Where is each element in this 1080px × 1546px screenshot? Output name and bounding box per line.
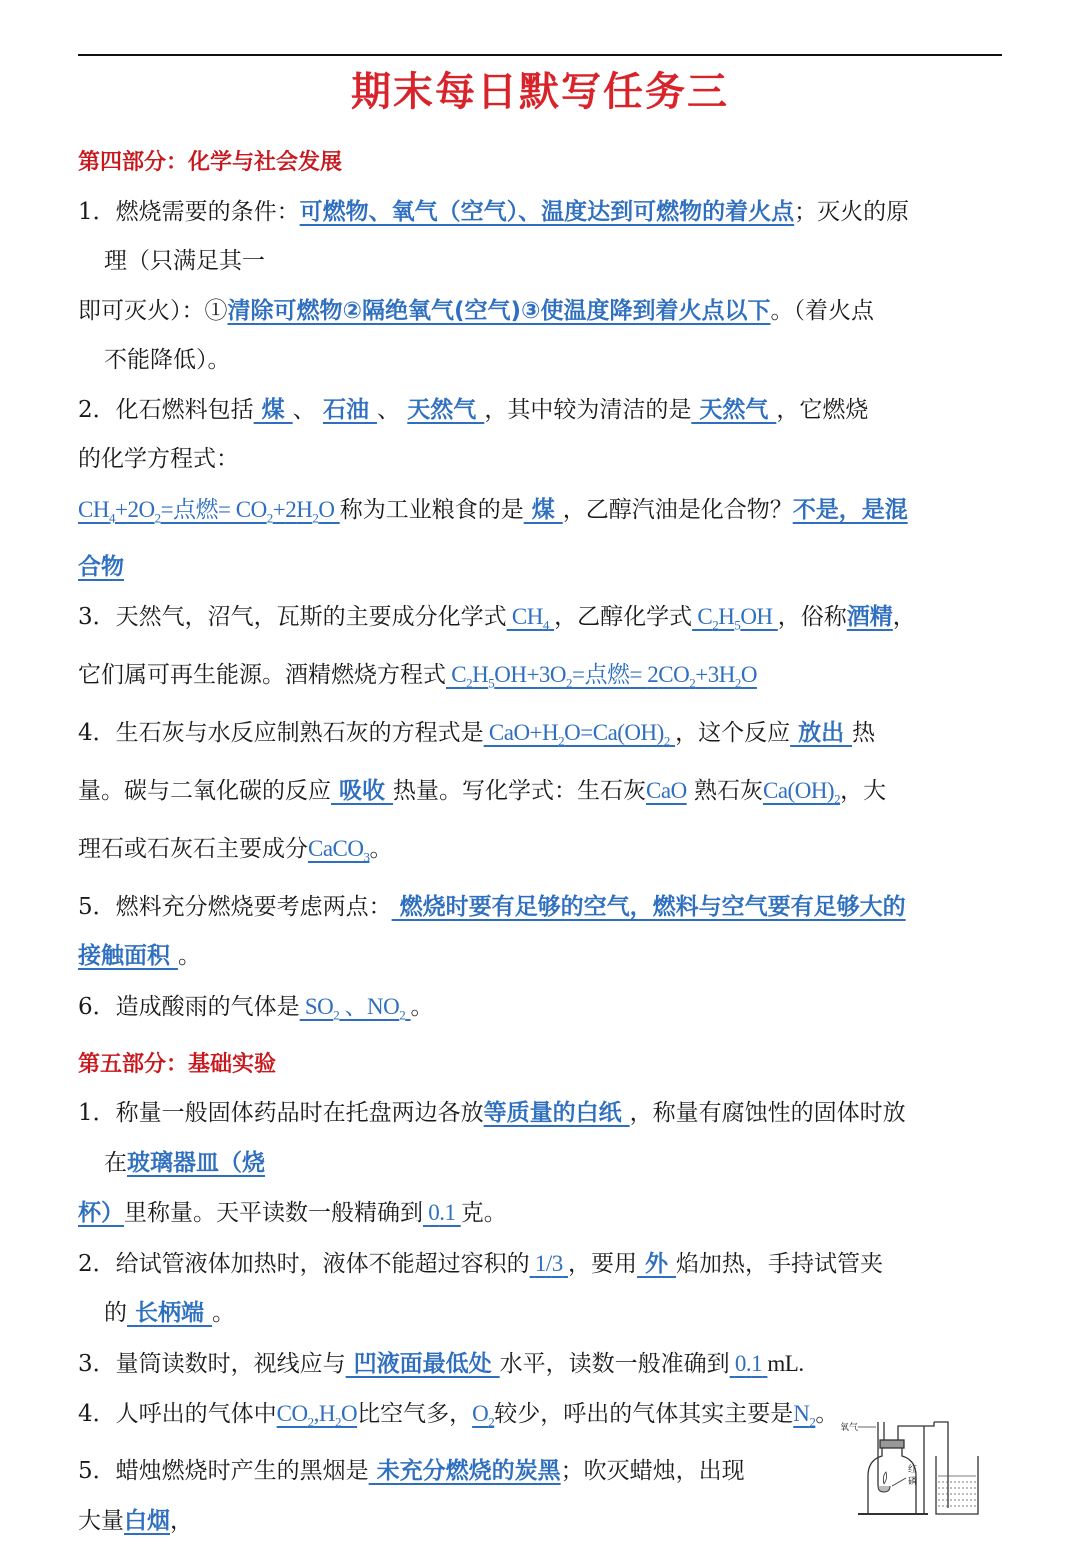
e4-text: 。 — [815, 1401, 839, 1428]
q2-text: 的化学方程式： — [78, 446, 239, 472]
e4-answer: $N_2$ — [793, 1401, 816, 1430]
q3-equation: $C_2H_5OH+3O_2=$点燃= $2CO_2+3H_2O$ — [446, 662, 757, 691]
q3-line1 — [78, 592, 1004, 650]
q1-text: 理（只满足其一 — [104, 248, 265, 274]
e4-text: 较少，呼出的气体其实主要是 — [494, 1401, 794, 1428]
e1-text: 里称量。天平读数一般精确到 — [124, 1200, 423, 1227]
q4-text: 量。碳与二氧化碳的反应 — [78, 778, 331, 805]
q1-text: 1．燃烧需要的条件： — [78, 198, 300, 225]
e2-text: 。 — [212, 1300, 236, 1327]
q1-line3 — [78, 287, 1004, 337]
q3-text: ，俗称 — [777, 604, 847, 631]
q4-line1 — [78, 708, 1004, 766]
e4-answer: $CO_2,H_2O$ — [276, 1401, 358, 1430]
q2-answer: 不是，是混 — [792, 496, 908, 523]
q2-text: 称为工业粮食的是 — [339, 496, 524, 523]
q1-answer: 清除可燃物②隔绝氧气(空气)③使温度降到着火点以下 — [227, 297, 771, 324]
section-heading-4: 第四部分：化学与社会发展 — [78, 150, 343, 175]
q1-answer: 可燃物、氧气（空气）、温度达到可燃物的着火点 — [299, 198, 795, 225]
q4-text: 热 — [852, 720, 876, 747]
e2-text: ，要用 — [568, 1250, 638, 1277]
e3-answer: 凹液面最低处 — [345, 1350, 500, 1377]
e1-text: ，称量有腐蚀性的固体时放 — [629, 1100, 906, 1127]
e1-line2 — [78, 1139, 1004, 1189]
q3-text: 它们属可再生能源。酒精燃烧方程式 — [78, 662, 446, 689]
q4-answer: CaCO$_3$ — [308, 836, 370, 866]
q1-text: 不能降低）。 — [104, 347, 231, 373]
e1-text: 克。 — [460, 1200, 507, 1227]
q2-answer: 煤 — [523, 496, 563, 523]
q5-line1 — [78, 883, 1004, 933]
q2-text: 2．化石燃料包括 — [78, 396, 254, 423]
e1-answer: 0.1 — [428, 1200, 456, 1226]
q3-answer: $CH_4$ — [506, 604, 549, 633]
e1-answer: 杯） — [78, 1200, 124, 1227]
q2-line3 — [78, 485, 1004, 543]
q5-text: 5．燃料充分燃烧要考虑两点： — [78, 893, 392, 920]
q2-answer: 合物 — [78, 553, 124, 580]
diagram-label-oxygen: 氧气 — [840, 1423, 859, 1433]
q4-text: 理石或石灰石主要成分 — [78, 836, 308, 863]
q2-answer: 煤 — [253, 396, 293, 423]
q1-text: 。（着火点 — [770, 297, 874, 324]
e3-text: 3．量筒读数时，视线应与 — [78, 1350, 346, 1377]
e1-text: 在 — [104, 1149, 127, 1176]
q3-text: ，乙醇化学式 — [554, 604, 693, 631]
top-rule — [78, 54, 1002, 56]
q4-answer: $Ca(OH)_2$ — [763, 778, 841, 807]
separator: 、 — [376, 396, 400, 423]
e5-text: 大量 — [78, 1507, 124, 1534]
e2-answer: 长柄端 — [127, 1300, 213, 1327]
e3-text: 水平，读数一般准确到 — [499, 1350, 730, 1377]
q4-line3 — [78, 824, 1004, 882]
q3-text: ， — [892, 604, 916, 631]
e5-answer: 未充分燃烧的炭黑 — [368, 1458, 561, 1485]
q4-text: ，大 — [840, 778, 887, 805]
e2-answer: 外 — [637, 1250, 677, 1277]
q2-text: ，它燃烧 — [776, 396, 869, 423]
e3-line1 — [78, 1339, 1004, 1390]
q4-text: 。 — [369, 836, 393, 863]
e4-text: 4．人呼出的气体中 — [78, 1401, 277, 1428]
q2-line1 — [78, 386, 1004, 436]
e2-text: 的 — [104, 1300, 127, 1327]
q5-line2 — [78, 932, 1004, 982]
e5-text: ， — [170, 1507, 193, 1534]
q3-line2 — [78, 650, 1004, 708]
q2-answer: 天然气 — [407, 396, 485, 423]
q2-text: ，其中较为清洁的是 — [484, 396, 692, 423]
q2-line4 — [78, 543, 1004, 593]
q6-answer: $SO_2$ 、$NO_2$ — [299, 993, 406, 1023]
q1-text: ；灭火的原 — [794, 198, 910, 225]
q3-answer: $C_2H_5OH$ — [692, 604, 778, 633]
e3-answer: 0.1 — [734, 1350, 763, 1376]
q1-line1 — [78, 188, 1004, 238]
e1-line3 — [78, 1188, 1004, 1239]
e5-answer: 白烟 — [124, 1507, 170, 1534]
q6-line1 — [78, 982, 1004, 1040]
section-heading-5: 第五部分：基础实验 — [78, 1051, 277, 1077]
separator: 、 — [292, 396, 316, 423]
e4-answer: $O_2$ — [472, 1401, 495, 1430]
q4-text: 4．生石灰与水反应制熟石灰的方程式是 — [78, 720, 484, 747]
e2-line2 — [78, 1289, 1004, 1339]
e4-text: 比空气多， — [357, 1401, 473, 1428]
q2-answer: 石油 — [322, 396, 377, 423]
e2-answer: 1/3 — [534, 1250, 563, 1276]
q4-text: 熟石灰 — [694, 778, 763, 805]
diagram-label-phosphorus-2: 磷 — [908, 1477, 918, 1487]
q1-text: 即可灭火）：① — [78, 297, 228, 324]
q1-line4 — [78, 336, 1004, 386]
e2-line1 — [78, 1239, 1004, 1290]
e5-text: 5．蜡烛燃烧时产生的黑烟是 — [78, 1458, 369, 1485]
q4-equation: $CaO+H_2O=Ca(OH)_2$ — [483, 720, 670, 749]
q6-text: 。 — [410, 993, 434, 1020]
e1-line1 — [78, 1089, 1004, 1139]
q6-text: 6．造成酸雨的气体是 — [78, 993, 300, 1020]
q5-answer: 燃烧时要有足够的空气，燃料与空气要有足够大的 — [391, 893, 906, 920]
q5-text: 。 — [178, 943, 202, 970]
e1-text: 1．称量一般固体药品时在托盘两边各放 — [78, 1100, 484, 1127]
e1-answer: 玻璃器皿（烧 — [127, 1149, 265, 1176]
q2-line2 — [78, 435, 1004, 485]
q1-line2 — [78, 237, 1004, 287]
q2-answer: 天然气 — [691, 396, 777, 423]
e3-text: mL. — [767, 1350, 804, 1376]
q3-text: 3．天然气，沼气，瓦斯的主要成分化学式 — [78, 604, 507, 631]
q5-answer: 接触面积 — [78, 943, 179, 970]
diagram-label-phosphorus-1: 红 — [908, 1465, 918, 1475]
q4-line2 — [78, 766, 1004, 824]
q4-answer: CaO — [646, 778, 687, 804]
q4-text: 热量。写化学式：生石灰 — [393, 778, 647, 805]
q3-answer: 酒精 — [846, 604, 893, 631]
apparatus-diagram — [838, 1416, 988, 1522]
e2-text: 2．给试管液体加热时，液体不能超过容积的 — [78, 1250, 530, 1277]
e1-answer: 等质量的白纸 — [483, 1100, 630, 1127]
q4-answer: 放出 — [790, 720, 853, 747]
q2-text: ，乙醇汽油是化合物？ — [562, 496, 793, 523]
q2-equation: $CH_4+2O_2=$点燃= $CO_2+2H_2O$ — [78, 496, 340, 526]
q4-text: ，这个反应 — [675, 720, 791, 747]
worksheet-body — [78, 138, 1004, 1546]
e2-text: 焰加热，手持试管夹 — [676, 1250, 884, 1277]
page-title: 期末每日默写任务三 — [351, 69, 729, 115]
e5-text: ；吹灭蜡烛，出现 — [560, 1458, 745, 1485]
q4-answer: 吸收 — [331, 778, 394, 805]
